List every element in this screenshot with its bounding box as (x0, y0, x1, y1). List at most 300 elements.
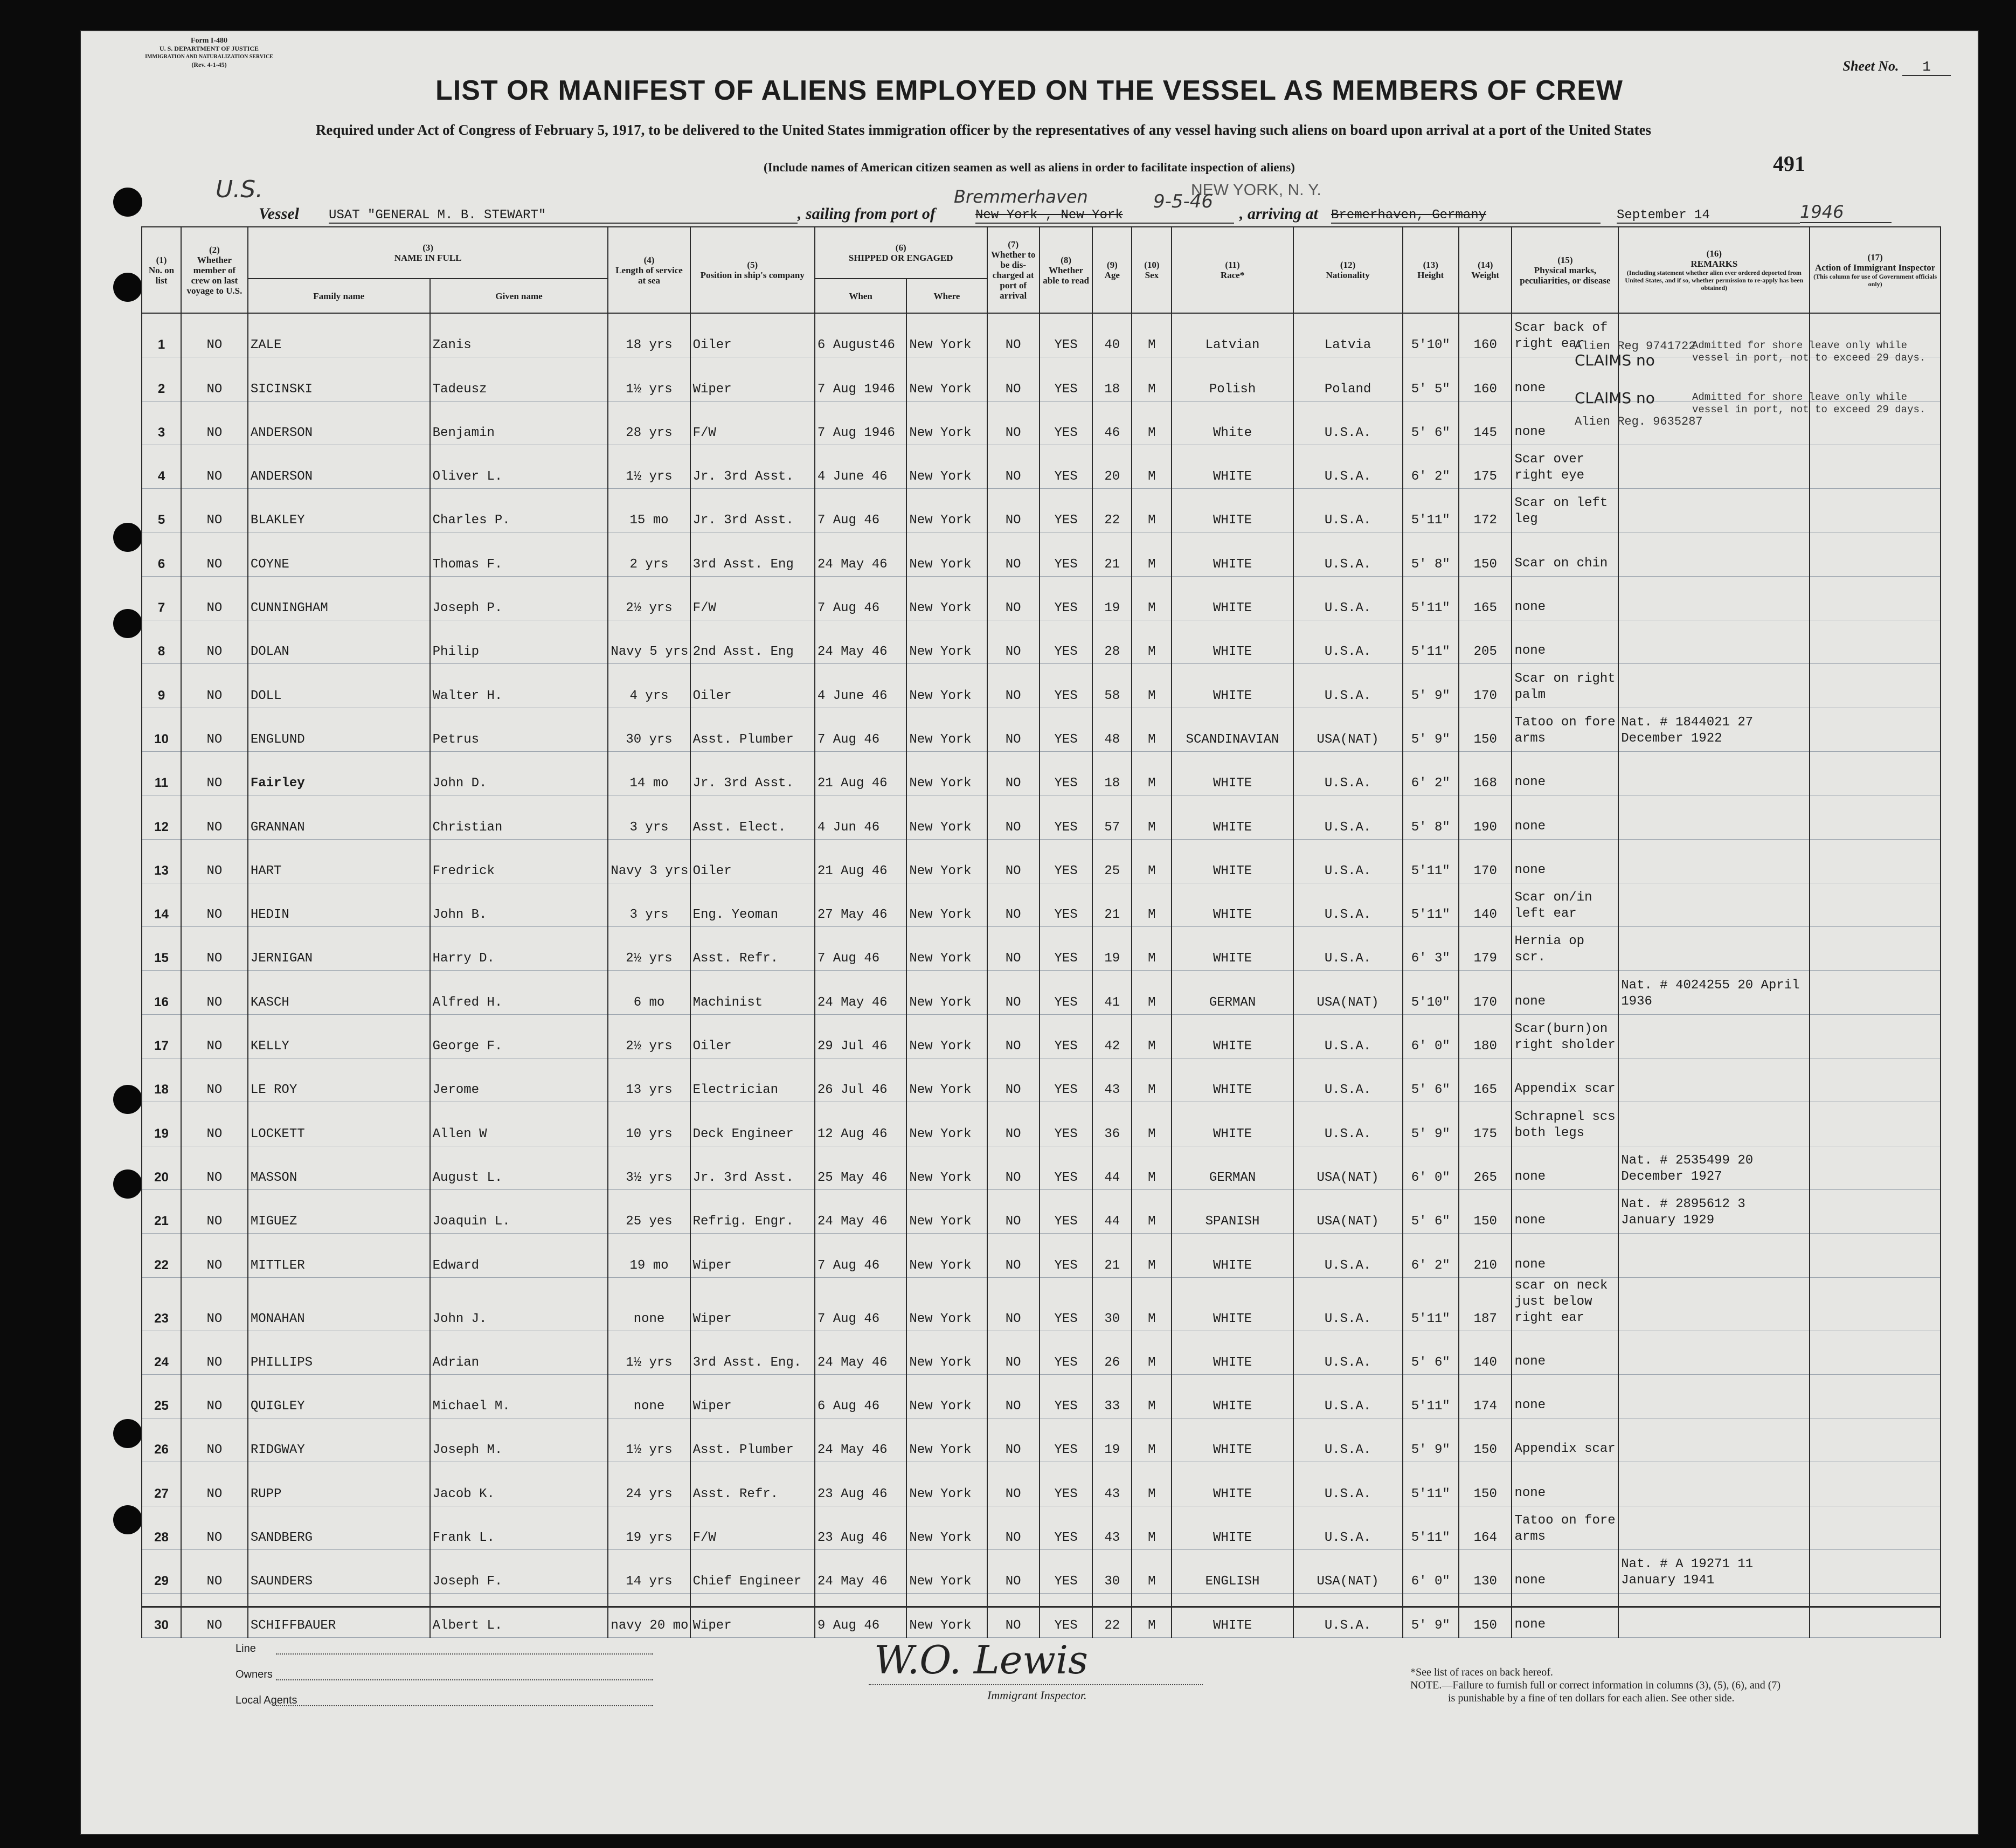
age-cell: 58 (1092, 664, 1132, 708)
age-cell: 20 (1092, 445, 1132, 488)
physical-marks-cell: none (1512, 576, 1618, 620)
punch-hole (113, 273, 142, 302)
physical-marks-cell: Appendix scar (1512, 1418, 1618, 1462)
height-cell: 5'11" (1403, 883, 1459, 926)
race-cell: WHITE (1172, 489, 1293, 532)
given-name-cell: John J. (430, 1277, 608, 1331)
given-name-cell: Jerome (430, 1058, 608, 1102)
sailing-port-handwritten: Bremmerhaven (954, 186, 1088, 207)
position-cell: Asst. Refr. (690, 1462, 815, 1506)
nationality-cell: U.S.A. (1293, 927, 1403, 971)
shipped-where-cell: New York (906, 401, 987, 445)
service-length-cell: Navy 5 yrs (608, 620, 690, 664)
line-label: Line (235, 1643, 256, 1655)
punch-hole (113, 523, 142, 552)
inspector-action-cell (1810, 1058, 1941, 1102)
shipped-where-cell: New York (906, 313, 987, 357)
last-voyage-cell: NO (181, 751, 248, 795)
remarks-cell (1618, 751, 1810, 795)
given-name-cell: Philip (430, 620, 608, 664)
table-row (142, 1331, 1941, 1374)
vessel-name: USAT "GENERAL M. B. STEWART" (329, 208, 798, 224)
row-number-cell: 2 (142, 357, 181, 401)
agents-field (276, 1705, 653, 1706)
service-length-cell: navy 20 mo (608, 1594, 690, 1637)
able-to-read-cell: YES (1040, 1418, 1092, 1462)
shipped-when-cell: 6 Aug 46 (815, 1374, 906, 1418)
discharge-cell: NO (987, 795, 1040, 839)
service-length-cell: 3 yrs (608, 883, 690, 926)
shipped-where-cell: New York (906, 1058, 987, 1102)
weight-cell: 150 (1459, 1594, 1512, 1637)
inspector-action-cell (1810, 1189, 1941, 1233)
footnotes (1410, 1666, 1781, 1705)
punch-hole (113, 1169, 142, 1199)
sex-cell: M (1132, 401, 1172, 445)
table-row (142, 532, 1941, 576)
given-name-cell: George F. (430, 1014, 608, 1058)
inspector-action-cell (1810, 1014, 1941, 1058)
shipped-where-cell: New York (906, 751, 987, 795)
nationality-cell: U.S.A. (1293, 1462, 1403, 1506)
line-field (276, 1653, 653, 1655)
age-cell: 41 (1092, 971, 1132, 1014)
discharge-cell: NO (987, 620, 1040, 664)
weight-cell: 170 (1459, 664, 1512, 708)
row-number-cell: 15 (142, 927, 181, 971)
service-length-cell: 14 mo (608, 751, 690, 795)
remarks-cell (1618, 927, 1810, 971)
row-number-cell: 3 (142, 401, 181, 445)
physical-marks-cell: none (1512, 751, 1618, 795)
sex-cell: M (1132, 532, 1172, 576)
position-cell: Oiler (690, 1014, 815, 1058)
age-cell: 33 (1092, 1374, 1132, 1418)
position-cell: Deck Engineer (690, 1102, 815, 1146)
col-name-header: (3) NAME IN FULL (248, 227, 608, 279)
age-cell: 44 (1092, 1189, 1132, 1233)
height-cell: 5' 5" (1403, 357, 1459, 401)
physical-marks-cell: Scar on/in left ear (1512, 883, 1618, 926)
shipped-when-cell: 7 Aug 46 (815, 1234, 906, 1277)
shipped-when-cell: 9 Aug 46 (815, 1594, 906, 1637)
inspector-label: Immigrant Inspector. (987, 1688, 1087, 1702)
nationality-cell: U.S.A. (1293, 620, 1403, 664)
family-name-cell: HEDIN (248, 883, 430, 926)
given-name-cell: Oliver L. (430, 445, 608, 488)
shipped-where-cell: New York (906, 839, 987, 883)
height-cell: 5' 6" (1403, 1331, 1459, 1374)
family-name-cell: SCHIFFBAUER (248, 1594, 430, 1637)
col-height-header: (13) Height (1403, 227, 1459, 313)
remark-shore-leave-1: Admitted for shore leave only while vessel in port, not to exceed 29 days. (1692, 340, 1926, 364)
position-cell: 3rd Asst. Eng (690, 532, 815, 576)
shipped-when-cell: 25 May 46 (815, 1146, 906, 1189)
able-to-read-cell: YES (1040, 401, 1092, 445)
shipped-where-cell: New York (906, 620, 987, 664)
discharge-cell: NO (987, 1462, 1040, 1506)
inspector-action-cell (1810, 1462, 1941, 1506)
shipped-when-cell: 7 Aug 46 (815, 1277, 906, 1331)
position-cell: Wiper (690, 1594, 815, 1637)
race-cell: WHITE (1172, 1277, 1293, 1331)
able-to-read-cell: YES (1040, 664, 1092, 708)
age-cell: 43 (1092, 1506, 1132, 1549)
shipped-when-cell: 7 Aug 46 (815, 489, 906, 532)
nationality-cell: U.S.A. (1293, 1058, 1403, 1102)
height-cell: 5'11" (1403, 489, 1459, 532)
weight-cell: 160 (1459, 357, 1512, 401)
last-voyage-cell: NO (181, 1014, 248, 1058)
position-cell: Jr. 3rd Asst. (690, 751, 815, 795)
table-row (142, 708, 1941, 751)
position-cell: Asst. Plumber (690, 1418, 815, 1462)
table-row (142, 1374, 1941, 1418)
given-name-cell: Joseph P. (430, 576, 608, 620)
sheet-number (1843, 58, 1951, 76)
discharge-cell: NO (987, 576, 1040, 620)
race-cell: WHITE (1172, 1506, 1293, 1549)
inspector-signature: W.O. Lewis (874, 1637, 1088, 1683)
shipped-where-cell: New York (906, 1418, 987, 1462)
revision: (Rev. 4-1-45) (191, 61, 227, 68)
table-row (142, 1189, 1941, 1233)
position-cell: Wiper (690, 1234, 815, 1277)
discharge-cell: NO (987, 1277, 1040, 1331)
remarks-cell (1618, 532, 1810, 576)
family-name-cell: SICINSKI (248, 357, 430, 401)
service-length-cell: 19 yrs (608, 1506, 690, 1549)
sex-cell: M (1132, 489, 1172, 532)
discharge-cell: NO (987, 1058, 1040, 1102)
race-cell: White (1172, 401, 1293, 445)
given-name-cell: Michael M. (430, 1374, 608, 1418)
last-voyage-cell: NO (181, 839, 248, 883)
given-name-cell: Charles P. (430, 489, 608, 532)
family-name-cell: CUNNINGHAM (248, 576, 430, 620)
table-row (142, 576, 1941, 620)
physical-marks-cell: Hernia op scr. (1512, 927, 1618, 971)
weight-cell: 205 (1459, 620, 1512, 664)
height-cell: 6' 0" (1403, 1146, 1459, 1189)
row-number-cell: 19 (142, 1102, 181, 1146)
signature-line (869, 1684, 1203, 1685)
height-cell: 5'11" (1403, 576, 1459, 620)
race-cell: WHITE (1172, 620, 1293, 664)
inspector-action-cell (1810, 1550, 1941, 1594)
shipped-when-cell: 4 June 46 (815, 445, 906, 488)
col-last-voyage-header: (2) Whether member of crew on last voyage to U.S. (181, 227, 248, 313)
position-cell: Jr. 3rd Asst. (690, 1146, 815, 1189)
last-voyage-cell: NO (181, 708, 248, 751)
shipped-where-cell: New York (906, 1146, 987, 1189)
race-cell: SCANDINAVIAN (1172, 708, 1293, 751)
row-number-cell: 16 (142, 971, 181, 1014)
able-to-read-cell: YES (1040, 1058, 1092, 1102)
punch-hole (113, 609, 142, 638)
weight-cell: 170 (1459, 839, 1512, 883)
nationality-cell: U.S.A. (1293, 532, 1403, 576)
family-name-cell: KASCH (248, 971, 430, 1014)
given-name-cell: John D. (430, 751, 608, 795)
page-title: LIST OR MANIFEST OF ALIENS EMPLOYED ON THE VESSEL AS MEMBERS OF CREW (435, 75, 1623, 106)
height-cell: 5'10" (1403, 313, 1459, 357)
weight-cell: 150 (1459, 1418, 1512, 1462)
vessel-label: Vessel (259, 205, 299, 223)
inspector-action-cell (1810, 1234, 1941, 1277)
row-number-cell: 11 (142, 751, 181, 795)
age-cell: 25 (1092, 839, 1132, 883)
physical-marks-cell: none (1512, 1234, 1618, 1277)
given-name-cell: Fredrick (430, 839, 608, 883)
service-length-cell: 30 yrs (608, 708, 690, 751)
position-cell: Oiler (690, 839, 815, 883)
inspector-action-cell (1810, 1374, 1941, 1418)
discharge-cell: NO (987, 1550, 1040, 1594)
weight-cell: 174 (1459, 1374, 1512, 1418)
family-name-cell: SANDBERG (248, 1506, 430, 1549)
physical-marks-cell: none (1512, 1331, 1618, 1374)
col-shipped-header: (6) SHIPPED OR ENGAGED (815, 227, 987, 279)
physical-marks-cell: none (1512, 795, 1618, 839)
age-cell: 48 (1092, 708, 1132, 751)
inspector-action-cell (1810, 1418, 1941, 1462)
weight-cell: 265 (1459, 1146, 1512, 1189)
remarks-cell (1618, 839, 1810, 883)
able-to-read-cell: YES (1040, 532, 1092, 576)
inspector-action-cell (1810, 576, 1941, 620)
col-where-header: Where (906, 279, 987, 313)
age-cell: 18 (1092, 751, 1132, 795)
age-cell: 43 (1092, 1058, 1132, 1102)
position-cell: Jr. 3rd Asst. (690, 489, 815, 532)
physical-marks-cell: none (1512, 1594, 1618, 1637)
sex-cell: M (1132, 445, 1172, 488)
race-cell: WHITE (1172, 839, 1293, 883)
service-length-cell: 14 yrs (608, 1550, 690, 1594)
race-cell: WHITE (1172, 795, 1293, 839)
table-row (142, 795, 1941, 839)
sex-cell: M (1132, 1550, 1172, 1594)
able-to-read-cell: YES (1040, 1146, 1092, 1189)
shipped-where-cell: New York (906, 1331, 987, 1374)
owners-field (276, 1679, 653, 1680)
discharge-cell: NO (987, 839, 1040, 883)
nationality-cell: USA(NAT) (1293, 708, 1403, 751)
physical-marks-cell: none (1512, 1374, 1618, 1418)
age-cell: 21 (1092, 532, 1132, 576)
position-cell: Asst. Refr. (690, 927, 815, 971)
remarks-cell (1618, 883, 1810, 926)
remarks-cell: Nat. # 2895612 3 January 1929 (1618, 1189, 1810, 1233)
height-cell: 5' 9" (1403, 664, 1459, 708)
position-cell: Wiper (690, 1277, 815, 1331)
shipped-where-cell: New York (906, 1277, 987, 1331)
position-cell: Chief Engineer (690, 1550, 815, 1594)
shipped-when-cell: 7 Aug 46 (815, 927, 906, 971)
shipped-where-cell: New York (906, 1234, 987, 1277)
last-voyage-cell: NO (181, 1506, 248, 1549)
row-number-cell: 22 (142, 1234, 181, 1277)
physical-marks-cell: none (1512, 1550, 1618, 1594)
col-given-name-header: Given name (430, 279, 608, 313)
row-number-cell: 8 (142, 620, 181, 664)
given-name-cell: Tadeusz (430, 357, 608, 401)
position-cell: F/W (690, 576, 815, 620)
age-cell: 21 (1092, 883, 1132, 926)
sex-cell: M (1132, 1189, 1172, 1233)
nationality-cell: U.S.A. (1293, 839, 1403, 883)
arrival-stamp: NEW YORK, N. Y. (1191, 181, 1321, 199)
height-cell: 5' 6" (1403, 1058, 1459, 1102)
shipped-when-cell: 7 Aug 1946 (815, 357, 906, 401)
shipped-when-cell: 7 Aug 46 (815, 576, 906, 620)
height-cell: 5' 8" (1403, 795, 1459, 839)
nationality-cell: USA(NAT) (1293, 1146, 1403, 1189)
physical-marks-cell: Tatoo on fore arms (1512, 1506, 1618, 1549)
service-length-cell: none (608, 1374, 690, 1418)
weight-cell: 187 (1459, 1277, 1512, 1331)
able-to-read-cell: YES (1040, 445, 1092, 488)
col-action-header: (17) Action of Immigrant Inspector (This column for use of Government officials only) (1810, 227, 1941, 313)
height-cell: 5'11" (1403, 1506, 1459, 1549)
row-number-cell: 23 (142, 1277, 181, 1331)
sex-cell: M (1132, 1277, 1172, 1331)
nationality-cell: U.S.A. (1293, 1331, 1403, 1374)
race-cell: SPANISH (1172, 1189, 1293, 1233)
nationality-cell: U.S.A. (1293, 1594, 1403, 1637)
row-number-cell: 12 (142, 795, 181, 839)
discharge-cell: NO (987, 1102, 1040, 1146)
inspector-action-cell (1810, 751, 1941, 795)
shipped-when-cell: 4 Jun 46 (815, 795, 906, 839)
row-number-cell: 24 (142, 1331, 181, 1374)
last-voyage-cell: NO (181, 576, 248, 620)
weight-cell: 130 (1459, 1550, 1512, 1594)
family-name-cell: KELLY (248, 1014, 430, 1058)
age-cell: 19 (1092, 576, 1132, 620)
table-row (142, 489, 1941, 532)
last-voyage-cell: NO (181, 1189, 248, 1233)
service-length-cell: 4 yrs (608, 664, 690, 708)
inspector-action-cell (1810, 1506, 1941, 1549)
include-note: (Include names of American citizen seamen as well as aliens in order to facilitate inspection of aliens) (764, 161, 1295, 174)
family-name-cell: LE ROY (248, 1058, 430, 1102)
discharge-cell: NO (987, 708, 1040, 751)
inspector-action-cell (1810, 708, 1941, 751)
remarks-cell (1618, 1102, 1810, 1146)
family-name-cell: JERNIGAN (248, 927, 430, 971)
shipped-where-cell: New York (906, 1594, 987, 1637)
col-when-header: When (815, 279, 906, 313)
position-cell: Asst. Plumber (690, 708, 815, 751)
col-family-name-header: Family name (248, 279, 430, 313)
remark-alien-reg-1: Alien Reg 9741722 (1575, 340, 1696, 353)
given-name-cell: Joseph M. (430, 1418, 608, 1462)
shipped-when-cell: 24 May 46 (815, 1189, 906, 1233)
arrival-year: 1946 (1800, 202, 1892, 223)
nationality-cell: U.S.A. (1293, 1374, 1403, 1418)
last-voyage-cell: NO (181, 620, 248, 664)
able-to-read-cell: YES (1040, 751, 1092, 795)
physical-marks-cell: none (1512, 839, 1618, 883)
discharge-cell: NO (987, 532, 1040, 576)
given-name-cell: Zanis (430, 313, 608, 357)
row-number-cell: 29 (142, 1550, 181, 1594)
position-cell: 3rd Asst. Eng. (690, 1331, 815, 1374)
shipped-when-cell: 23 Aug 46 (815, 1462, 906, 1506)
last-voyage-cell: NO (181, 1102, 248, 1146)
service-length-cell: 3 yrs (608, 795, 690, 839)
shipped-when-cell: 4 June 46 (815, 664, 906, 708)
shipped-where-cell: New York (906, 489, 987, 532)
sheet-label: Sheet No. (1842, 58, 1899, 74)
remarks-cell (1618, 1014, 1810, 1058)
physical-marks-cell: Appendix scar (1512, 1058, 1618, 1102)
family-name-cell: RUPP (248, 1462, 430, 1506)
race-cell: WHITE (1172, 1014, 1293, 1058)
weight-cell: 164 (1459, 1506, 1512, 1549)
position-cell: Jr. 3rd Asst. (690, 445, 815, 488)
shipped-where-cell: New York (906, 1374, 987, 1418)
discharge-cell: NO (987, 1418, 1040, 1462)
able-to-read-cell: YES (1040, 1506, 1092, 1549)
race-cell: WHITE (1172, 883, 1293, 926)
last-voyage-cell: NO (181, 1418, 248, 1462)
last-voyage-cell: NO (181, 1234, 248, 1277)
age-cell: 30 (1092, 1550, 1132, 1594)
sex-cell: M (1132, 708, 1172, 751)
shipped-when-cell: 24 May 46 (815, 1331, 906, 1374)
physical-marks-cell: Schrapnel scs both legs (1512, 1102, 1618, 1146)
race-cell: WHITE (1172, 1462, 1293, 1506)
able-to-read-cell: YES (1040, 927, 1092, 971)
family-name-cell: MONAHAN (248, 1277, 430, 1331)
age-cell: 40 (1092, 313, 1132, 357)
row-number-cell: 28 (142, 1506, 181, 1549)
family-name-cell: ZALE (248, 313, 430, 357)
discharge-cell: NO (987, 401, 1040, 445)
table-row (142, 1506, 1941, 1549)
physical-marks-cell: none (1512, 1462, 1618, 1506)
sex-cell: M (1132, 839, 1172, 883)
race-cell: WHITE (1172, 1418, 1293, 1462)
nationality-cell: USA(NAT) (1293, 971, 1403, 1014)
weight-cell: 210 (1459, 1234, 1512, 1277)
remarks-cell (1618, 1331, 1810, 1374)
shipped-where-cell: New York (906, 1506, 987, 1549)
weight-cell: 165 (1459, 576, 1512, 620)
last-voyage-cell: NO (181, 1331, 248, 1374)
age-cell: 36 (1092, 1102, 1132, 1146)
age-cell: 19 (1092, 927, 1132, 971)
last-voyage-cell: NO (181, 401, 248, 445)
discharge-cell: NO (987, 883, 1040, 926)
last-voyage-cell: NO (181, 971, 248, 1014)
physical-marks-cell: none (1512, 1189, 1618, 1233)
form-number: Form I-480 (190, 37, 228, 45)
discharge-cell: NO (987, 927, 1040, 971)
shipped-when-cell: 7 Aug 46 (815, 708, 906, 751)
discharge-cell: NO (987, 1374, 1040, 1418)
nationality-cell: U.S.A. (1293, 401, 1403, 445)
sex-cell: M (1132, 971, 1172, 1014)
family-name-cell: ANDERSON (248, 401, 430, 445)
row-number-cell: 18 (142, 1058, 181, 1102)
weight-cell: 180 (1459, 1014, 1512, 1058)
given-name-cell: Joaquin L. (430, 1189, 608, 1233)
race-cell: WHITE (1172, 445, 1293, 488)
